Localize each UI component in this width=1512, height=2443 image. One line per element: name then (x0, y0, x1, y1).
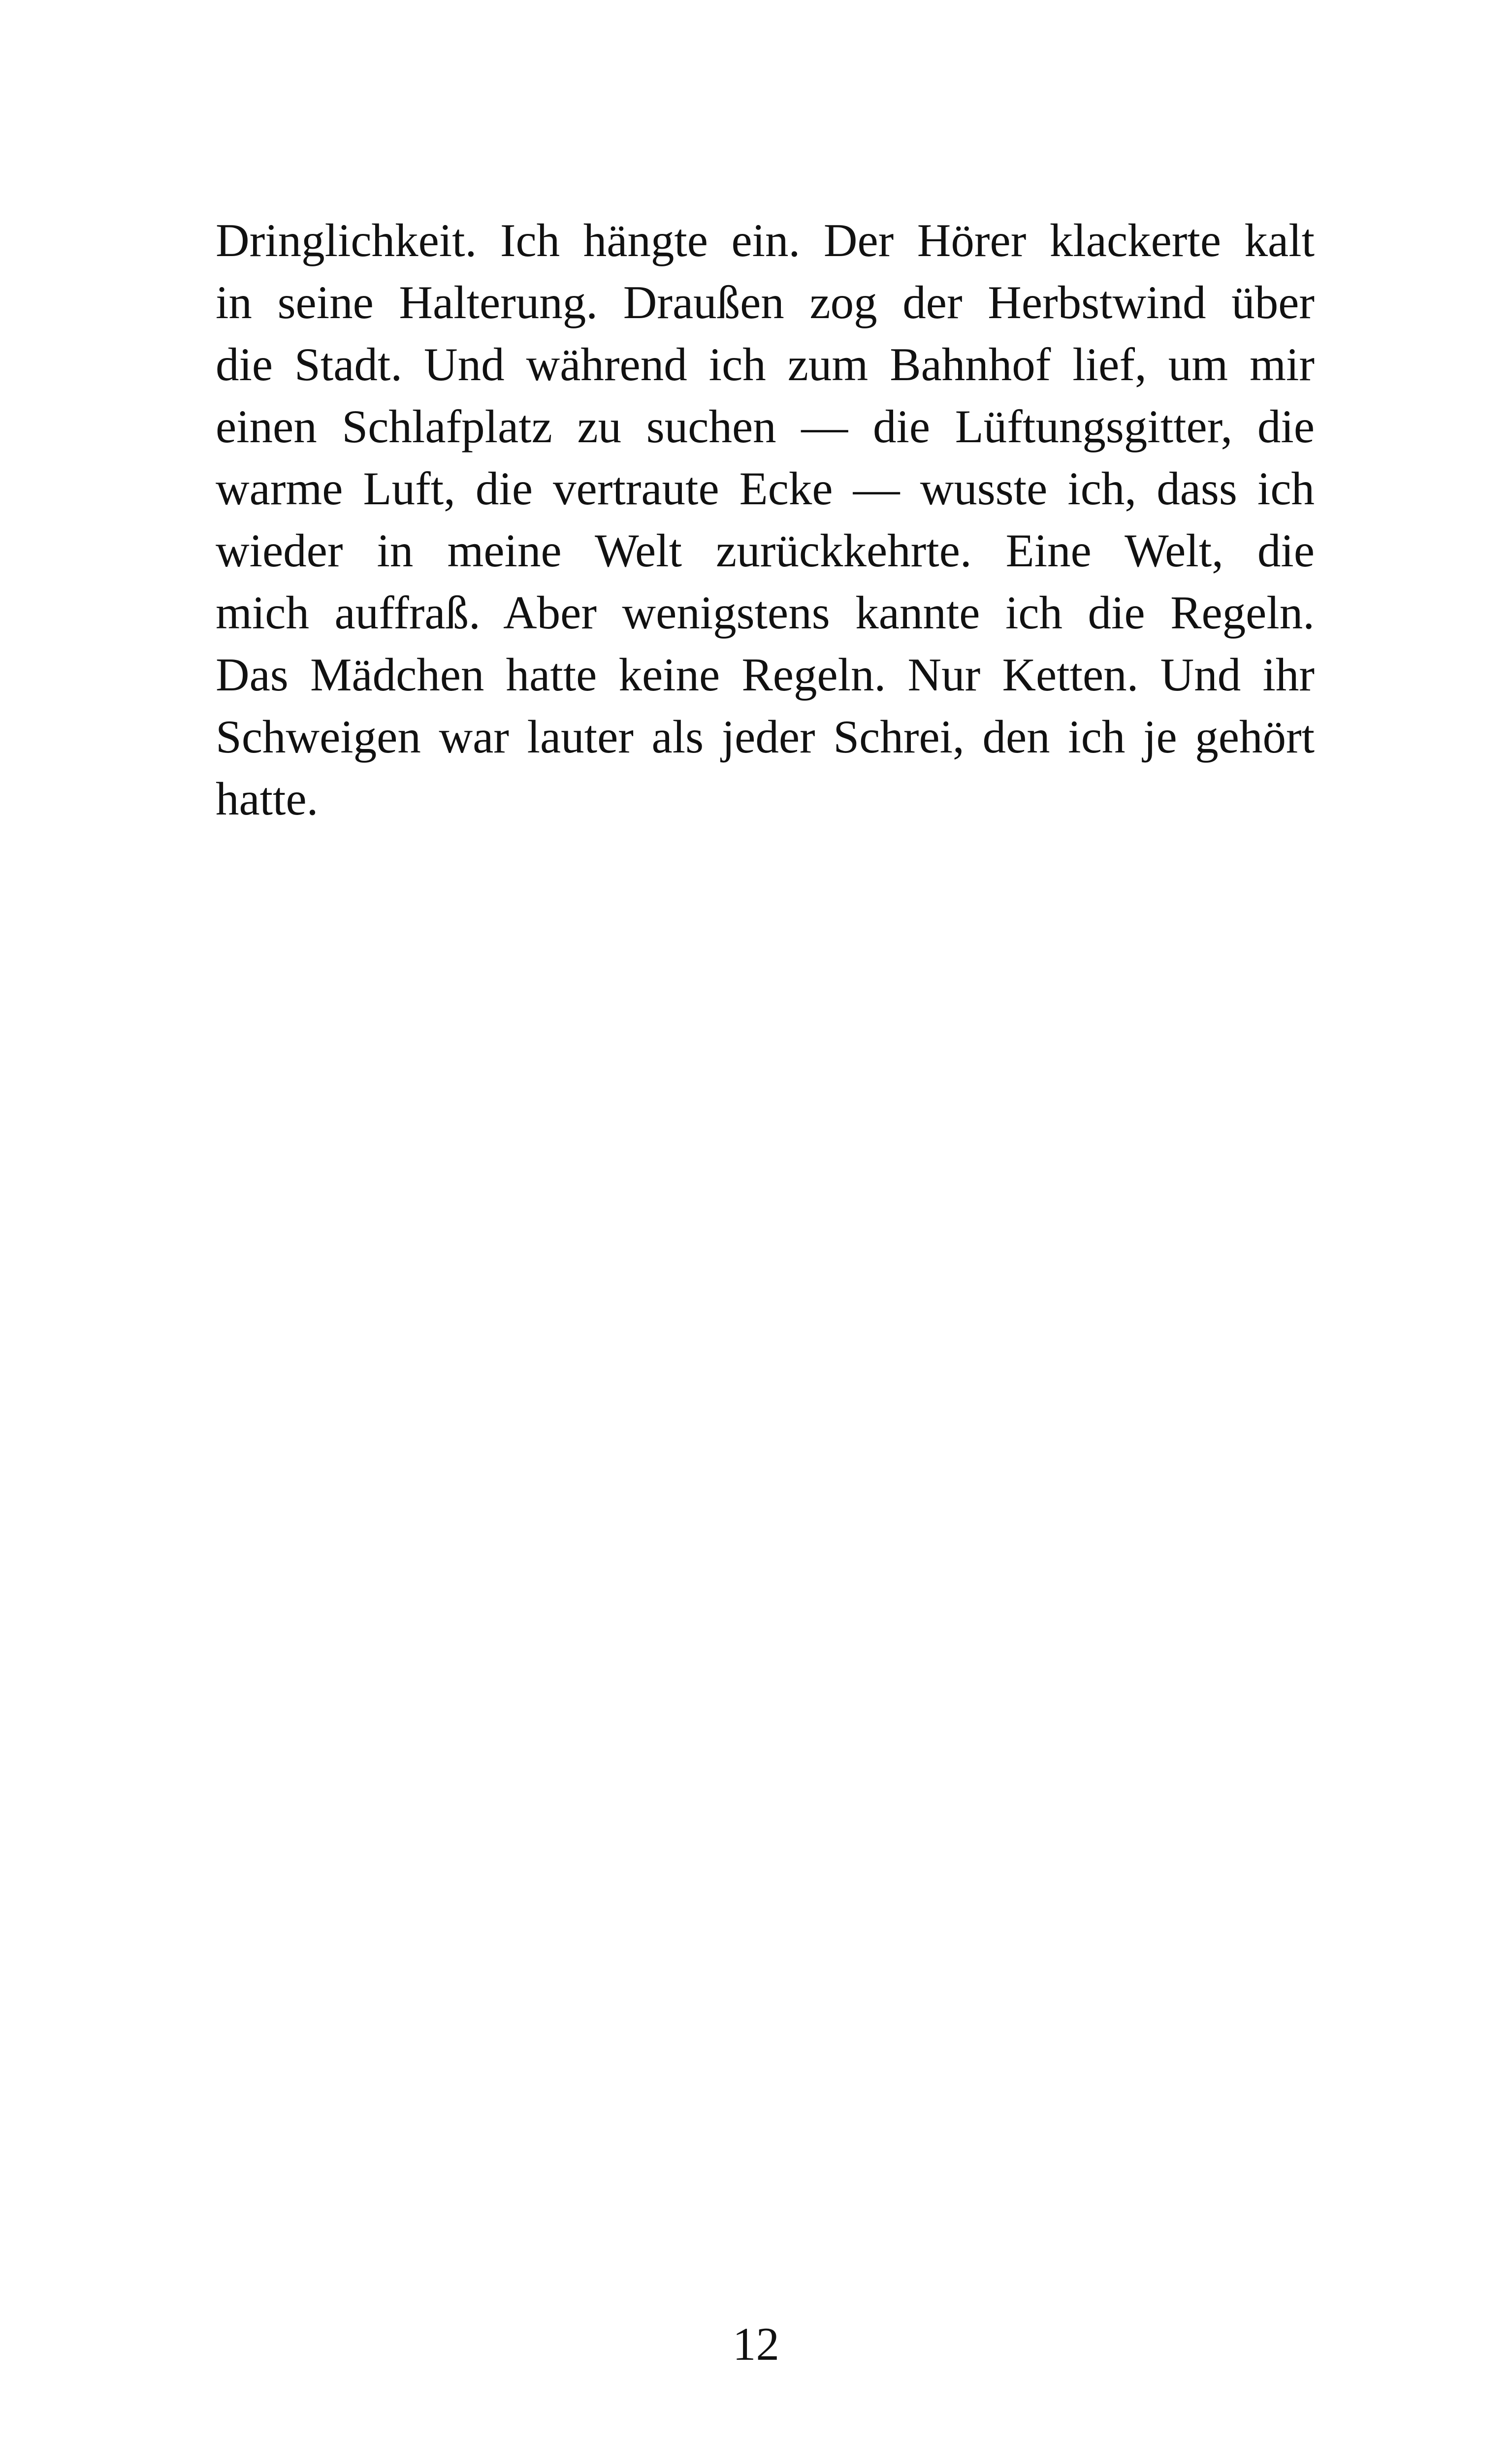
body-paragraph (216, 209, 1315, 830)
text-line: warme Luft, die vertraute Ecke — wusste ich, dass ich (216, 462, 1315, 515)
text-line: hatte. (216, 773, 319, 825)
text-line: in seine Halterung. Draußen zog der Herbstwind über (216, 276, 1315, 328)
text-line: wieder in meine Welt zurückkehrte. Eine Welt, die (216, 524, 1315, 577)
page-number: 12 (733, 2318, 779, 2370)
text-line: die Stadt. Und während ich zum Bahnhof lief, um mir (216, 338, 1315, 391)
text-line: einen Schlafplatz zu suchen — die Lüftungsgitter, die (216, 400, 1315, 453)
text-line: Dringlichkeit. Ich hängte ein. Der Hörer klackerte kalt (216, 214, 1315, 266)
text-line: Schweigen war lauter als jeder Schrei, den ich je gehört (216, 711, 1315, 763)
text-line: Das Mädchen hatte keine Regeln. Nur Ketten. Und ihr (216, 649, 1315, 701)
text-line: mich auffraß. Aber wenigstens kannte ich die Regeln. (216, 586, 1315, 639)
